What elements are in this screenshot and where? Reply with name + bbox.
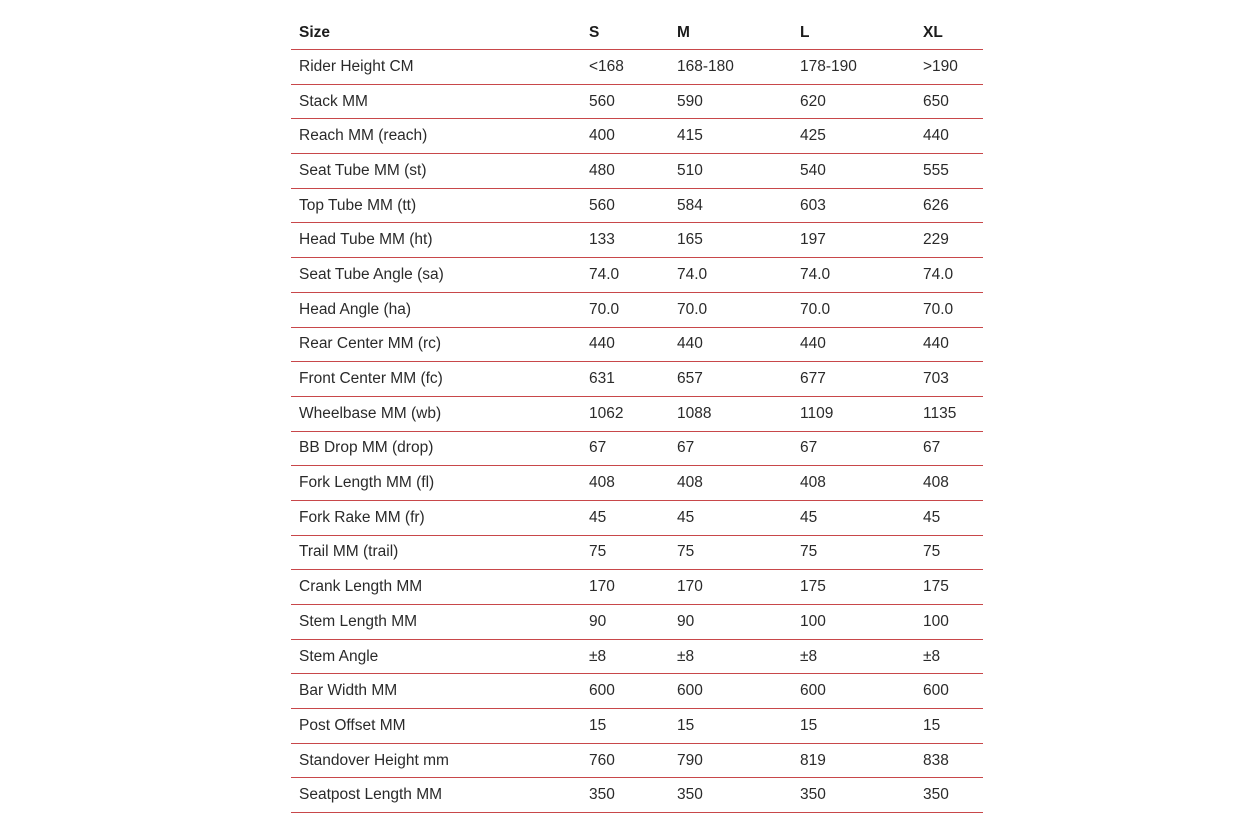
row-value-l: 600 bbox=[800, 674, 923, 709]
row-value-m: 590 bbox=[677, 84, 800, 119]
row-value-s: 760 bbox=[589, 743, 677, 778]
row-value-xl: 75 bbox=[923, 535, 983, 570]
row-label: Head Tube MM (ht) bbox=[291, 223, 589, 258]
geometry-table-body bbox=[291, 50, 983, 813]
row-value-l: 425 bbox=[800, 119, 923, 154]
row-value-s: 1062 bbox=[589, 396, 677, 431]
row-value-xl: 838 bbox=[923, 743, 983, 778]
row-value-s: 480 bbox=[589, 154, 677, 189]
row-value-s: 600 bbox=[589, 674, 677, 709]
table-row bbox=[291, 119, 983, 154]
row-label: Fork Rake MM (fr) bbox=[291, 500, 589, 535]
row-value-s: 408 bbox=[589, 466, 677, 501]
row-value-xl: 650 bbox=[923, 84, 983, 119]
row-value-xl: 440 bbox=[923, 327, 983, 362]
row-value-l: 45 bbox=[800, 500, 923, 535]
header-size-xl: XL bbox=[923, 16, 983, 50]
row-label: Wheelbase MM (wb) bbox=[291, 396, 589, 431]
row-value-xl: ±8 bbox=[923, 639, 983, 674]
row-value-xl: 67 bbox=[923, 431, 983, 466]
row-value-xl: 229 bbox=[923, 223, 983, 258]
geometry-table bbox=[291, 16, 983, 813]
table-row bbox=[291, 327, 983, 362]
row-value-l: 1109 bbox=[800, 396, 923, 431]
row-label: Stem Angle bbox=[291, 639, 589, 674]
row-value-xl: 45 bbox=[923, 500, 983, 535]
row-value-l: 350 bbox=[800, 778, 923, 813]
row-value-s: 133 bbox=[589, 223, 677, 258]
row-value-m: 15 bbox=[677, 709, 800, 744]
row-value-m: ±8 bbox=[677, 639, 800, 674]
row-value-l: 540 bbox=[800, 154, 923, 189]
row-label: Seat Tube Angle (sa) bbox=[291, 258, 589, 293]
row-value-l: 178-190 bbox=[800, 50, 923, 85]
row-value-xl: 626 bbox=[923, 188, 983, 223]
row-label: Stem Length MM bbox=[291, 605, 589, 640]
row-label: Rider Height CM bbox=[291, 50, 589, 85]
row-value-l: 197 bbox=[800, 223, 923, 258]
row-value-l: 67 bbox=[800, 431, 923, 466]
table-row bbox=[291, 50, 983, 85]
row-value-m: 170 bbox=[677, 570, 800, 605]
row-label: Front Center MM (fc) bbox=[291, 362, 589, 397]
row-value-s: 560 bbox=[589, 188, 677, 223]
row-value-l: 440 bbox=[800, 327, 923, 362]
row-value-xl: 440 bbox=[923, 119, 983, 154]
row-value-xl: 100 bbox=[923, 605, 983, 640]
row-value-m: 408 bbox=[677, 466, 800, 501]
row-label: Fork Length MM (fl) bbox=[291, 466, 589, 501]
table-row bbox=[291, 362, 983, 397]
row-value-l: 175 bbox=[800, 570, 923, 605]
row-value-l: 75 bbox=[800, 535, 923, 570]
row-label: BB Drop MM (drop) bbox=[291, 431, 589, 466]
row-label: Bar Width MM bbox=[291, 674, 589, 709]
row-value-s: ±8 bbox=[589, 639, 677, 674]
row-value-m: 657 bbox=[677, 362, 800, 397]
table-row bbox=[291, 570, 983, 605]
table-row bbox=[291, 466, 983, 501]
header-size-m: M bbox=[677, 16, 800, 50]
table-row bbox=[291, 639, 983, 674]
table-row bbox=[291, 84, 983, 119]
row-value-l: 15 bbox=[800, 709, 923, 744]
row-value-m: 75 bbox=[677, 535, 800, 570]
row-value-m: 350 bbox=[677, 778, 800, 813]
header-row bbox=[291, 16, 983, 50]
row-value-m: 70.0 bbox=[677, 292, 800, 327]
row-value-l: 408 bbox=[800, 466, 923, 501]
row-value-m: 600 bbox=[677, 674, 800, 709]
row-label: Top Tube MM (tt) bbox=[291, 188, 589, 223]
row-label: Post Offset MM bbox=[291, 709, 589, 744]
header-size-label: Size bbox=[291, 16, 589, 50]
row-value-xl: 555 bbox=[923, 154, 983, 189]
row-value-m: 790 bbox=[677, 743, 800, 778]
row-value-m: 168-180 bbox=[677, 50, 800, 85]
row-value-l: 620 bbox=[800, 84, 923, 119]
row-label: Trail MM (trail) bbox=[291, 535, 589, 570]
geometry-table-header bbox=[291, 16, 983, 50]
table-row bbox=[291, 743, 983, 778]
row-value-m: 440 bbox=[677, 327, 800, 362]
table-row bbox=[291, 154, 983, 189]
row-value-m: 45 bbox=[677, 500, 800, 535]
row-value-xl: 175 bbox=[923, 570, 983, 605]
row-value-l: 603 bbox=[800, 188, 923, 223]
table-row bbox=[291, 223, 983, 258]
row-value-m: 1088 bbox=[677, 396, 800, 431]
table-row bbox=[291, 709, 983, 744]
row-label: Crank Length MM bbox=[291, 570, 589, 605]
row-value-s: 74.0 bbox=[589, 258, 677, 293]
table-row bbox=[291, 605, 983, 640]
row-value-s: 350 bbox=[589, 778, 677, 813]
row-value-l: 677 bbox=[800, 362, 923, 397]
row-value-s: 90 bbox=[589, 605, 677, 640]
row-value-s: 75 bbox=[589, 535, 677, 570]
row-label: Seatpost Length MM bbox=[291, 778, 589, 813]
row-label: Standover Height mm bbox=[291, 743, 589, 778]
row-label: Reach MM (reach) bbox=[291, 119, 589, 154]
row-value-s: 400 bbox=[589, 119, 677, 154]
row-value-s: <168 bbox=[589, 50, 677, 85]
header-size-s: S bbox=[589, 16, 677, 50]
table-row bbox=[291, 535, 983, 570]
table-row bbox=[291, 500, 983, 535]
row-value-xl: 15 bbox=[923, 709, 983, 744]
row-label: Stack MM bbox=[291, 84, 589, 119]
row-value-m: 90 bbox=[677, 605, 800, 640]
table-row bbox=[291, 258, 983, 293]
row-label: Rear Center MM (rc) bbox=[291, 327, 589, 362]
row-value-s: 170 bbox=[589, 570, 677, 605]
row-value-s: 631 bbox=[589, 362, 677, 397]
table-row bbox=[291, 431, 983, 466]
row-value-l: ±8 bbox=[800, 639, 923, 674]
row-value-m: 74.0 bbox=[677, 258, 800, 293]
row-value-s: 67 bbox=[589, 431, 677, 466]
row-value-xl: 74.0 bbox=[923, 258, 983, 293]
header-size-l: L bbox=[800, 16, 923, 50]
row-label: Seat Tube MM (st) bbox=[291, 154, 589, 189]
row-value-l: 70.0 bbox=[800, 292, 923, 327]
row-value-l: 100 bbox=[800, 605, 923, 640]
table-row bbox=[291, 674, 983, 709]
row-value-xl: 408 bbox=[923, 466, 983, 501]
row-value-xl: 350 bbox=[923, 778, 983, 813]
table-row bbox=[291, 396, 983, 431]
table-row bbox=[291, 778, 983, 813]
table-row bbox=[291, 292, 983, 327]
row-value-xl: 600 bbox=[923, 674, 983, 709]
row-value-xl: 70.0 bbox=[923, 292, 983, 327]
row-value-s: 15 bbox=[589, 709, 677, 744]
row-value-s: 560 bbox=[589, 84, 677, 119]
row-label: Head Angle (ha) bbox=[291, 292, 589, 327]
row-value-s: 45 bbox=[589, 500, 677, 535]
row-value-m: 415 bbox=[677, 119, 800, 154]
row-value-m: 510 bbox=[677, 154, 800, 189]
table-row bbox=[291, 188, 983, 223]
row-value-xl: 1135 bbox=[923, 396, 983, 431]
row-value-m: 165 bbox=[677, 223, 800, 258]
row-value-xl: 703 bbox=[923, 362, 983, 397]
row-value-m: 67 bbox=[677, 431, 800, 466]
row-value-l: 74.0 bbox=[800, 258, 923, 293]
row-value-l: 819 bbox=[800, 743, 923, 778]
row-value-xl: >190 bbox=[923, 50, 983, 85]
row-value-s: 70.0 bbox=[589, 292, 677, 327]
row-value-m: 584 bbox=[677, 188, 800, 223]
row-value-s: 440 bbox=[589, 327, 677, 362]
